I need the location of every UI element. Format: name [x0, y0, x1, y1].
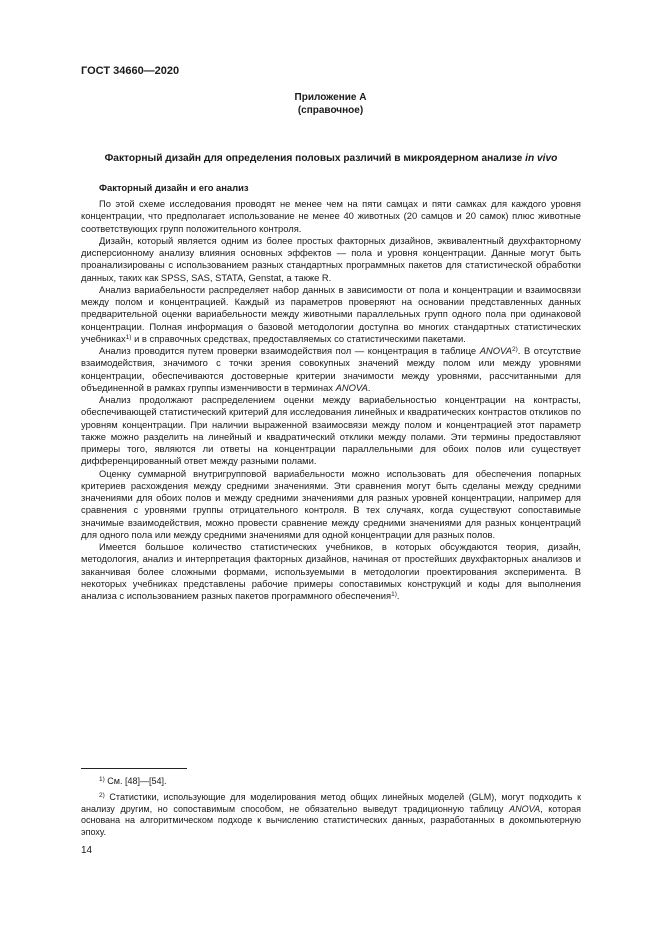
footnote-ref[interactable]: 2)	[512, 346, 518, 353]
footnote-mark: 1)	[99, 776, 105, 783]
paragraph	[81, 345, 581, 394]
footnote-mark: 2)	[99, 792, 105, 799]
paragraph-part: .	[396, 590, 400, 601]
paragraph-part: и в справочных средствах, предоставляемых со статистическими пакетами.	[131, 332, 466, 344]
paragraph: Анализ продолжают распределением оценки между вариабельностью концентрации на контрасты, обеспечивающей статистический критерий для исследования линейных и квадратических контрастов откликов по уровням концентрации. При наличии выраженной взаимосвязи между полом и концентрацией этот параметр также можно разделить на линейный и квадратический отклики между полами. Эти термины предоставляют примеры того, являются ли ответы на концентрации параллельными для обоих полов или существует дифференцированный ответ между разными полами.	[81, 394, 581, 467]
paragraph	[81, 541, 581, 602]
appendix-type: (справочное)	[297, 105, 364, 116]
footnote-1	[81, 776, 581, 788]
footnote-text	[81, 792, 581, 838]
footnote-ref[interactable]: 1)	[391, 591, 397, 598]
footnote-body: , которая основана на алгоритмическом подходе к вычислению статистических данных, разработанных в докомпьютерную эпоху.	[81, 803, 581, 837]
heading-italic: in vivo	[525, 153, 558, 164]
footnote-divider	[81, 768, 187, 769]
paragraph-part: Анализ проводится путем проверки взаимодействия пол — концентрация в таблице	[99, 345, 480, 356]
paragraph: Дизайн, который является одним из более простых факторных дизайнов, эквивалентный двухфакторному дисперсионному анализу влияния основных эффектов — пола и уровня концентрации. Данные могут быть проанализированы с использованием разных стандартных программных пакетов для статистической обработки данных, таких как SPSS, SAS, STATA, Genstat, а также R.	[81, 234, 581, 283]
paragraph-italic: ANOVA	[335, 381, 368, 393]
footnote-text	[81, 776, 581, 788]
footnote-italic: ANOVA	[509, 803, 541, 814]
appendix-title: Приложение А	[294, 92, 367, 103]
subheading: Факторный дизайн и его анализ	[99, 182, 249, 193]
paragraph: Оценку суммарной внутригрупповой вариабельности можно использовать для обеспечения попарных критериев расхождения между средними значениями. Эти сравнения могут быть сделаны между средними значениями для обоих полов и между средними значениями для разных уровней концентрации, например для сравнения с уровнями группы отрицательного контроля. В тех случаях, когда существуют сопоставимые значимые взаимодействия, можно провести сравнение между средними значениями для разных концентраций для одного пола или между средними значениями для одной концентрации для разных полов.	[81, 467, 581, 540]
appendix-header	[0, 91, 661, 117]
page-number: 14	[81, 845, 93, 856]
paragraph: По этой схеме исследования проводят не менее чем на пяти самцах и пяти самках для каждого уровня концентрации, что предполагает использование не менее 40 животных (20 самцов и 20 самок) плюс животные соответствующих групп положительного контроля.	[81, 198, 581, 234]
paragraph-part: Имеется большое количество статистических учебников, в которых обсуждаются теория, дизайн, методология, анализ и интерпретация факторных дизайнов, начиная от простейших двухфакторных анализов и заканчивая более сложными формами, используемыми в методологии проектирования эксперимента. В некоторых учебниках представлены рабочие примеры сопоставимых конструкций и коды для выполнения анализа с использованием разных пакетов программного обеспечения	[81, 541, 581, 601]
paragraph-part: Анализ вариабельности распределяет набор данных в зависимости от пола и концентрации и взаимосвязи между полом и концентрацией. Каждый из параметров проверяют на основании представленных данных предварительной оценки вариабельности между животными параллельных групп одного пола при одинаковой концентрации. Полная информация о базовой методологии доступна во многих стандартных статистических учебниках	[81, 283, 581, 344]
standard-number: ГОСТ 34660—2020	[81, 65, 180, 77]
paragraph-part: . В отсутствие взаимодействия, значимого с точки зрения совокупных значений между полом или между уровнями концентрации, обеспечиваются достоверные критерии значимости между уровнями, рассчитанными для объединенной в рамках группы изменчивости в терминах	[81, 345, 581, 393]
paragraph-italic: ANOVA	[479, 345, 512, 356]
footnote-2	[81, 792, 581, 838]
footnote-body: Статистики, использующие для моделирования метод общих линейных моделей (GLM), могут подходить к анализу другим, но сопоставимым способом, не обязательно выведут традиционную таблицу	[81, 792, 581, 814]
paragraph	[81, 284, 581, 345]
section-heading	[81, 153, 581, 164]
paragraph-part: .	[367, 381, 371, 393]
body-text	[81, 198, 581, 602]
footnote-ref[interactable]: 1)	[125, 333, 132, 341]
heading-text: Факторный дизайн для определения половых различий в микроядерном анализе	[104, 153, 526, 164]
footnote-body: См. [48]—[54].	[104, 776, 167, 786]
